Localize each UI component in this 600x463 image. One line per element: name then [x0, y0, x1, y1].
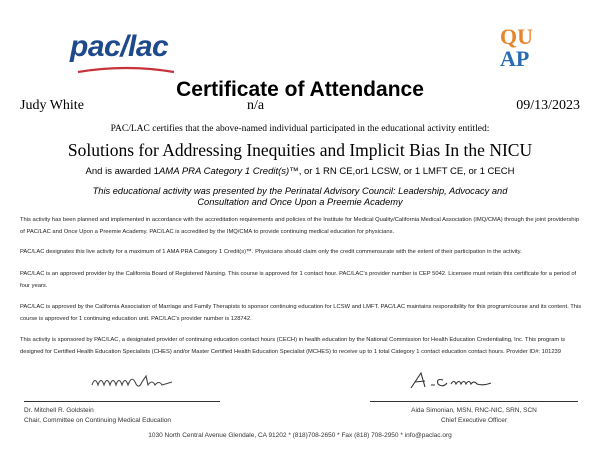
awarded-suffix: , or 1 RN CE,or1 LCSW, or 1 LMFT CE, or 1 CECH [298, 166, 515, 177]
credits-field: n/a [247, 98, 265, 113]
left-signature-line [24, 401, 220, 402]
quap-logo-row1: QU [500, 24, 533, 49]
footer-address: 1030 North Central Avenue Glendale, CA 91202 * (818)708-2650 * Fax (818) 708-2950 * info@paclac.org [148, 432, 452, 439]
lcsw-lmft-paragraph: PAC/LAC is approved by the California Association of Marriage and Family Therapists to sponsor continuing education for LCSW and LMFT. PAC/LAC maintains responsibility for this program/course and its content. This course is approved for 1 continuing education unit. PAC/LAC's provider number is 128742. [20, 304, 582, 322]
date-field: 09/13/2023 [516, 98, 580, 113]
nursing-paragraph: PAC/LAC is an approved provider by the California Board of Registered Nursing. This course is approved for 1 contact hour. PAC/LAC's provider number is CEP 5042. Licensee must retain this certificate for a period of four years. [20, 271, 577, 289]
left-signer-name: Dr. Mitchell R. Goldstein [24, 407, 94, 414]
right-signer-name: Aida Simonian, MSN, RNC-NIC, SRN, SCN [411, 407, 537, 414]
left-signature-icon [88, 370, 198, 392]
awarded-statement [0, 166, 600, 177]
presented-by-statement: This educational activity was presented by the Perinatal Advisory Council: Leadership, Advocacy and Consultation and Once Upon a Preemie Academy [92, 186, 508, 207]
certifies-statement: PAC/LAC certifies that the above-named individual participated in the educational activity entitled: [110, 124, 490, 134]
logo-swoosh-icon [76, 66, 176, 76]
pac-lac-logo [70, 30, 180, 76]
awarded-prefix: And is awarded 1 [85, 166, 159, 177]
right-signature-line [370, 401, 578, 402]
accreditation-paragraph: This activity has been planned and implemented in accordance with the accreditation requirements and policies of the Institute for Medical Quality/California Medical Association (IMQ/CMA) through the joint providership of PAC/LAC and Once Upon a Preemie Academy. PAC/LAC is accredited by the IMQ/CMA to provide continuing medical education for physicians. [20, 217, 580, 235]
awarded-credit-type: AMA PRA Category 1 Credit(s)™ [158, 166, 299, 177]
left-signer-title: Chair, Committee on Continuing Medical Education [24, 417, 172, 424]
certificate-title: Certificate of Attendance [176, 78, 424, 101]
attendee-name: Judy White [20, 98, 84, 113]
quap-logo-row2: AP [500, 46, 530, 71]
right-signature-icon [405, 370, 515, 392]
logo-text: pac/lac [70, 30, 169, 63]
activity-title: Solutions for Addressing Inequities and Implicit Bias In the NICU [67, 140, 533, 160]
designation-paragraph: PAC/LAC designates this live activity for a maximum of 1 AMA PRA Category 1 Credit(s)™. Physicians should claim only the credit commensurate with the extent of their participation in the activity. [20, 249, 522, 255]
cech-paragraph: This activity is sponsored by PAC/LAC, a designated provider of continuing education contact hours (CECH) in health education by the National Commission for Health Education Credentialing, Inc. This program is designed for Certified Health Education Specialists (CHES) and/or Master Certified Health Education Specialist (MCHES) to receive up to 1 total Category 1 contact education contact hours. Provider ID#: 101239 [20, 337, 565, 355]
right-signer-title: Chief Executive Officer [441, 417, 507, 424]
quap-logo [500, 26, 544, 76]
